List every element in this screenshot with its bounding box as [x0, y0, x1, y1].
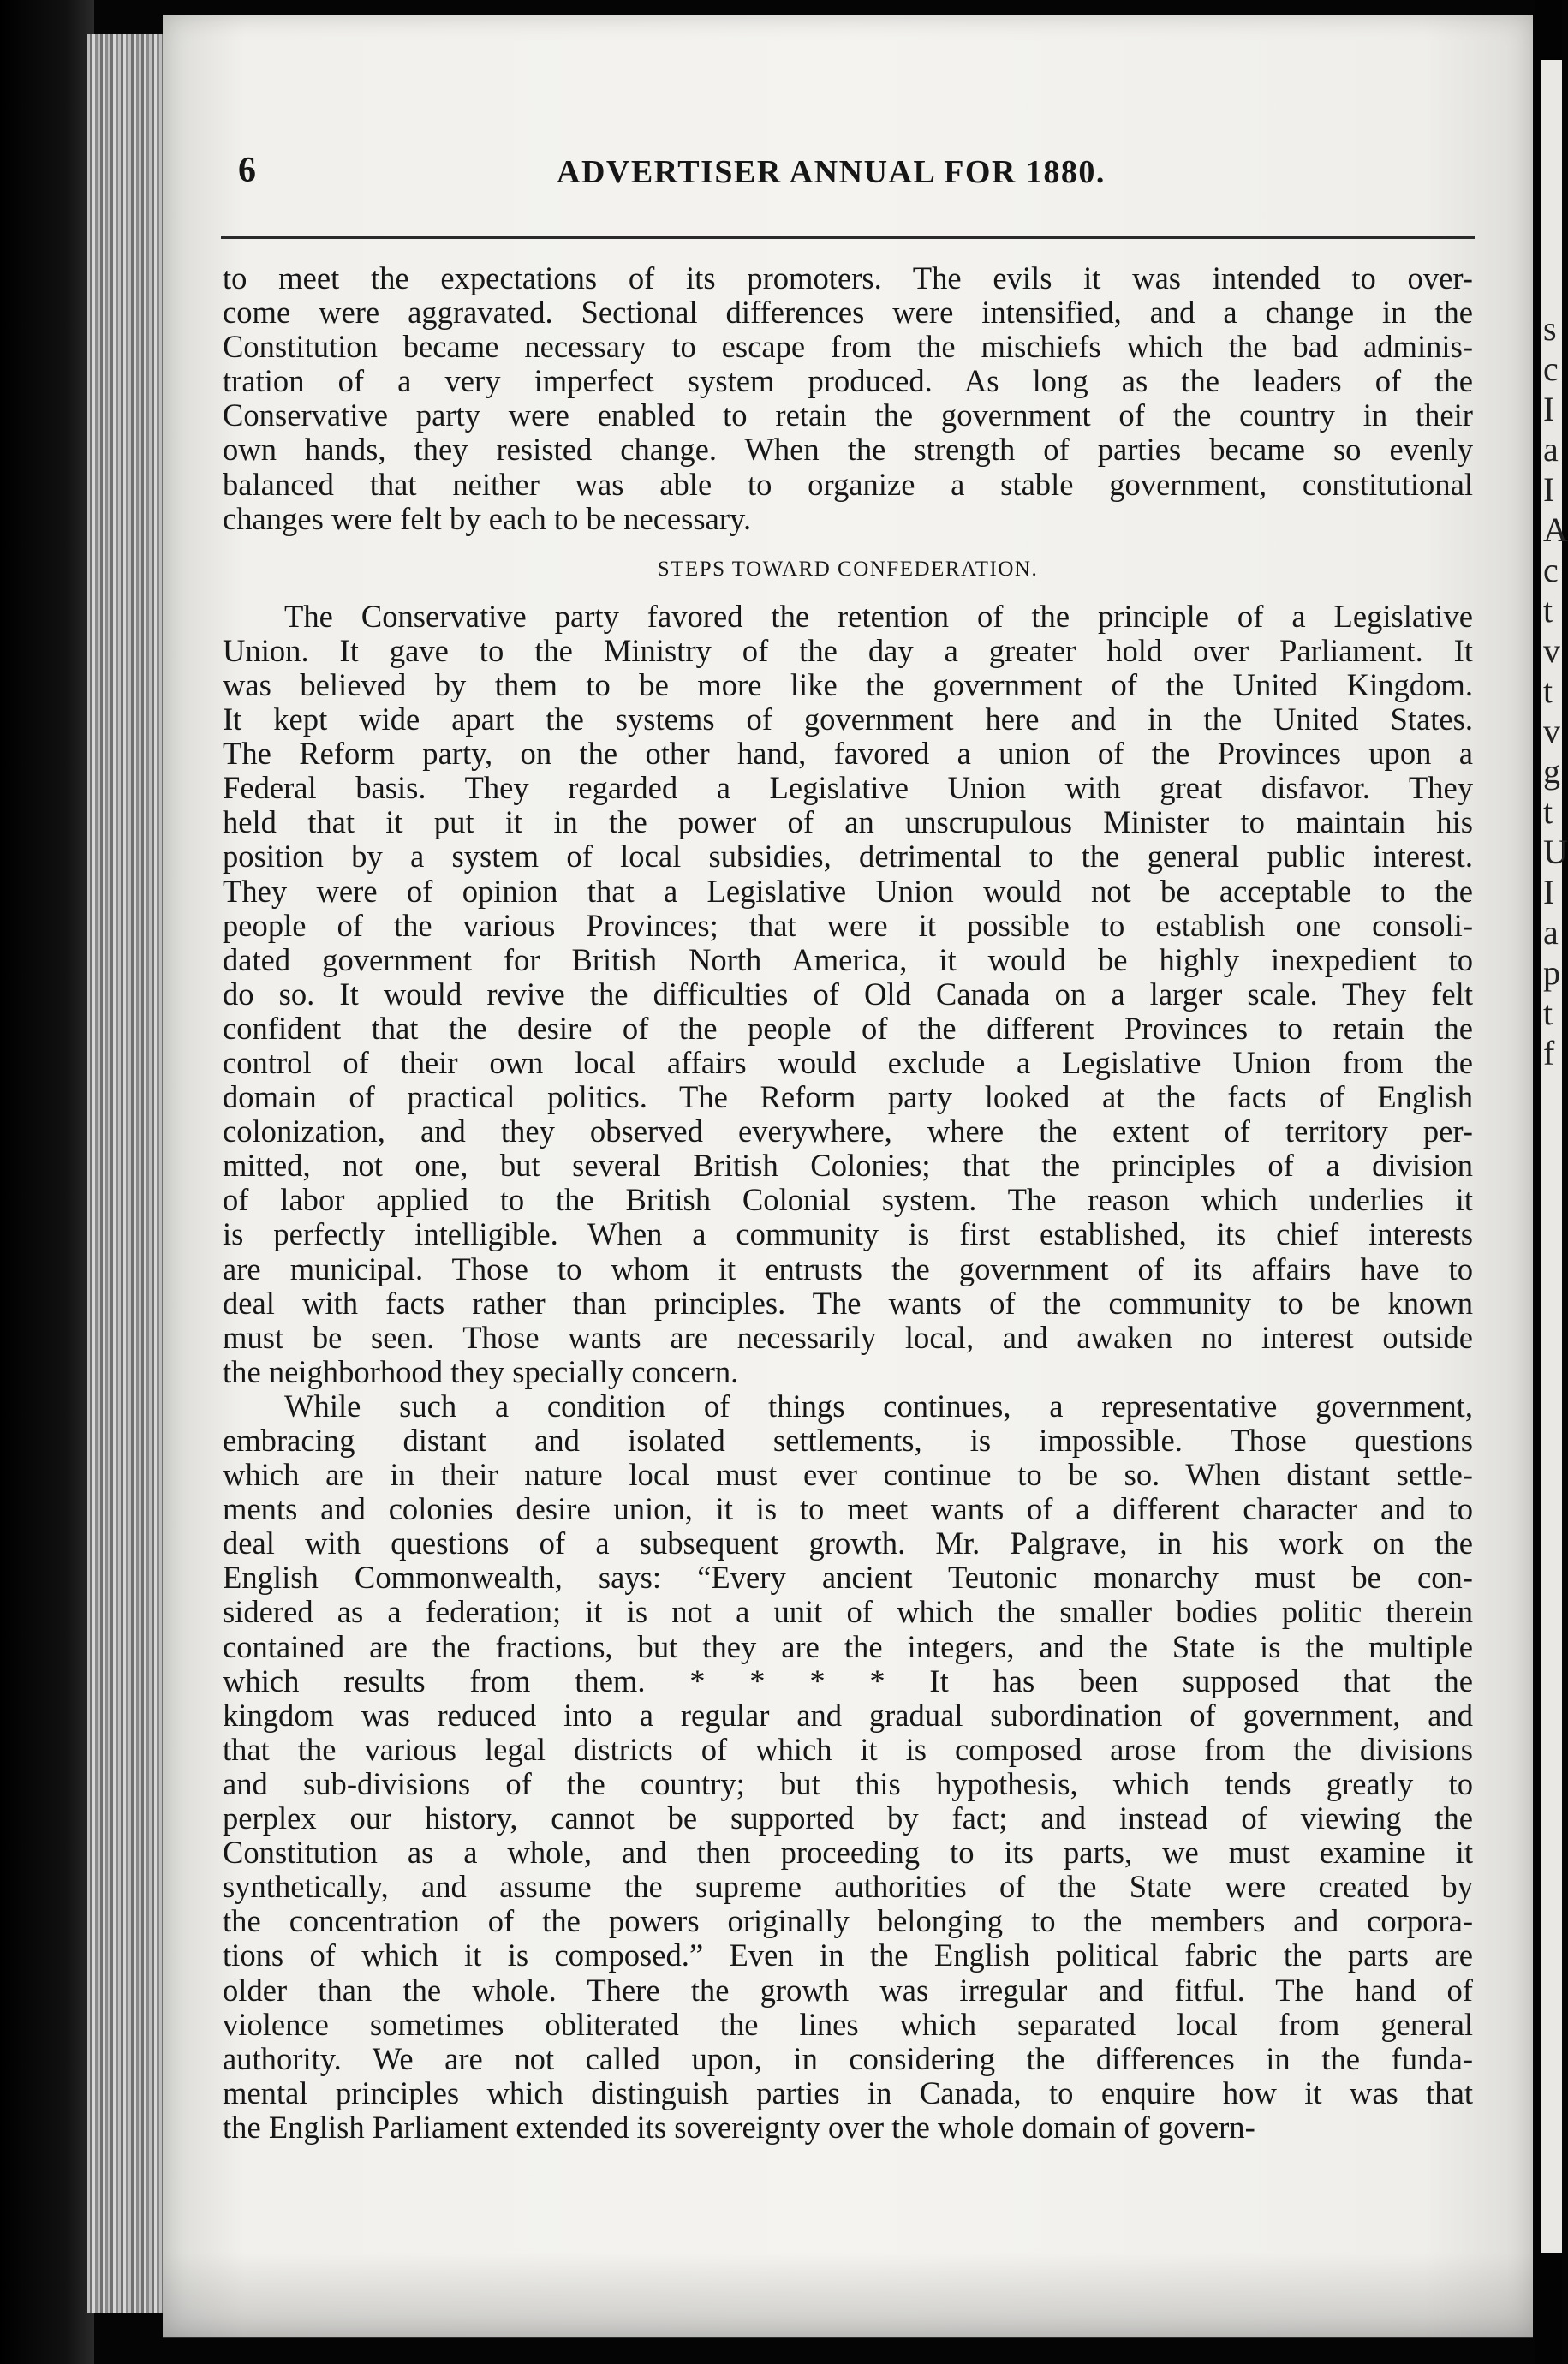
text-line: deal with questions of a subsequent growth. Mr. Palgrave, in his work on the [223, 1525, 1473, 1561]
adjacent-page-letter: c [1543, 551, 1559, 589]
adjacent-page-letter: t [1543, 672, 1553, 710]
page-shadow [163, 2253, 1533, 2338]
adjacent-page-letter: a [1543, 913, 1559, 952]
adjacent-page-letter: I [1543, 390, 1555, 428]
text-line: changes were felt by each to be necessary. [223, 500, 752, 536]
text-line: the neighborhood they specially concern. [223, 1353, 739, 1389]
text-line: Conservative party were enabled to retain the government of the country in their [223, 397, 1473, 433]
adjacent-page-letter: t [1543, 591, 1553, 630]
text-line: They were of opinion that a Legislative Union would not be acceptable to the [223, 873, 1473, 909]
text-line: While such a condition of things continues, a representative government, [284, 1388, 1473, 1424]
adjacent-page-letter: a [1543, 430, 1559, 469]
text-line: Federal basis. They regarded a Legislative Union with great disfavor. They [223, 770, 1473, 806]
text-line: ments and colonies desire union, it is to meet wants of a different character and to [223, 1491, 1473, 1527]
text-line: The Reform party, on the other hand, favored a union of the Provinces upon a [223, 736, 1473, 772]
paragraph-2 [223, 600, 1473, 1389]
text-line: is perfectly intelligible. When a community is first established, its chief interests [223, 1216, 1473, 1252]
adjacent-page-letter: t [1543, 792, 1553, 831]
text-line: must be seen. Those wants are necessarily local, and awaken no interest outside [223, 1319, 1473, 1355]
page-number: 6 [238, 151, 256, 190]
adjacent-page-letter: A [1543, 510, 1568, 549]
book-page-edges [87, 34, 173, 2313]
section-heading: STEPS TOWARD CONFEDERATION. [657, 557, 1039, 581]
adjacent-page-letter: U [1543, 833, 1568, 871]
text-line: dated government for British North America, it would be highly inexpedient to [223, 941, 1473, 977]
text-line: tions of which it is composed.” Even in the English political fabric the parts are [223, 1937, 1473, 1973]
text-line: violence sometimes obliterated the lines which separated local from general [223, 2006, 1473, 2042]
text-line: come were aggravated. Sectional differences were intensified, and a change in the [223, 295, 1473, 331]
text-line: colonization, and they observed everywhere, where the extent of territory per- [223, 1113, 1473, 1149]
text-line: are municipal. Those to whom it entrusts the government of its affairs have to [223, 1251, 1473, 1286]
text-line: of labor applied to the British Colonial system. The reason which underlies it [223, 1182, 1473, 1218]
text-line: own hands, they resisted change. When the strength of parties became so evenly [223, 432, 1473, 468]
text-line: older than the whole. There the growth was irregular and fitful. The hand of [223, 1972, 1473, 2008]
running-title: ADVERTISER ANNUAL FOR 1880. [557, 154, 1106, 190]
text-line: tration of a very imperfect system produced. As long as the leaders of the [223, 363, 1473, 399]
text-line: position by a system of local subsidies, detrimental to the general public interest. [223, 839, 1473, 875]
text-line: perplex our history, cannot be supported by fact; and instead of viewing the [223, 1800, 1473, 1836]
text-line: that the various legal districts of which it is composed arose from the divisions [223, 1731, 1473, 1767]
text-line: people of the various Provinces; that were it possible to establish one consoli- [223, 907, 1473, 943]
text-line: sidered as a federation; it is not a unit of which the smaller bodies politic therein [223, 1594, 1473, 1630]
text-line: domain of practical politics. The Reform party looked at the facts of English [223, 1079, 1473, 1115]
text-line: deal with facts rather than principles. The wants of the community to be known [223, 1285, 1473, 1321]
adjacent-page-letter: c [1543, 349, 1559, 388]
text-line: and sub-divisions of the country; but this hypothesis, which tends greatly to [223, 1765, 1473, 1801]
text-line: held that it put it in the power of an unscrupulous Minister to maintain his [223, 804, 1473, 840]
adjacent-page-letter: s [1543, 309, 1557, 348]
body-text [223, 261, 1473, 2145]
text-line: authority. We are not called upon, in considering the differences in the funda- [223, 2040, 1473, 2076]
adjacent-page-letter: I [1543, 873, 1555, 911]
text-line: Constitution as a whole, and then proceeding to its parts, we must examine it [223, 1835, 1473, 1871]
text-line: synthetically, and assume the supreme authorities of the State were created by [223, 1869, 1473, 1905]
text-line: embracing distant and isolated settlements, is impossible. Those questions [223, 1423, 1473, 1458]
text-line: confident that the desire of the people of the different Provinces to retain the [223, 1010, 1473, 1046]
text-line: mitted, not one, but several British Colonies; that the principles of a division [223, 1148, 1473, 1184]
text-line: The Conservative party favored the retention of the principle of a Legislative [284, 598, 1473, 634]
text-line: which are in their nature local must ever continue to be so. When distant settle- [223, 1457, 1473, 1493]
text-line: It kept wide apart the systems of government here and in the United States. [223, 701, 1473, 737]
adjacent-page-letter: g [1543, 752, 1560, 791]
text-line: Constitution became necessary to escape from the mischiefs which the bad adminis- [223, 329, 1473, 365]
adjacent-page-letter: v [1543, 631, 1560, 670]
text-line: do so. It would revive the difficulties of Old Canada on a larger scale. They felt [223, 976, 1473, 1012]
adjacent-page-letter: v [1543, 712, 1560, 750]
text-line: to meet the expectations of its promoters. The evils it was intended to over- [223, 260, 1473, 296]
text-line: English Commonwealth, says: “Every ancient Teutonic monarchy must be con- [223, 1560, 1473, 1596]
adjacent-page-letter: t [1543, 994, 1553, 1032]
scan-background-left [0, 0, 94, 2364]
text-line: was believed by them to be more like the government of the United Kingdom. [223, 666, 1473, 702]
adjacent-page-text [1543, 308, 1568, 1073]
text-line: balanced that neither was able to organize a stable government, constitutional [223, 466, 1473, 502]
text-line: mental principles which distinguish parties in Canada, to enquire how it was that [223, 2074, 1473, 2110]
text-line: kingdom was reduced into a regular and gradual subordination of government, and [223, 1697, 1473, 1733]
adjacent-page-letter: p [1543, 953, 1560, 992]
page-header [231, 150, 1482, 201]
adjacent-page-letter: f [1543, 1034, 1555, 1072]
text-line: control of their own local affairs would exclude a Legislative Union from the [223, 1044, 1473, 1080]
text-line: contained are the fractions, but they are the integers, and the State is the multiple [223, 1628, 1473, 1664]
text-line: which results from them. * * * * It has been supposed that the [223, 1663, 1473, 1698]
header-rule [221, 236, 1475, 239]
paragraph-3 [223, 1389, 1473, 2145]
text-line: the concentration of the powers originally belonging to the members and corpora- [223, 1903, 1473, 1939]
paragraph-1 [223, 261, 1473, 536]
text-line: the English Parliament extended its sovereignty over the whole domain of govern- [223, 2109, 1255, 2145]
adjacent-page-letter: I [1543, 470, 1555, 509]
text-line: Union. It gave to the Ministry of the day a greater hold over Parliament. It [223, 632, 1473, 668]
